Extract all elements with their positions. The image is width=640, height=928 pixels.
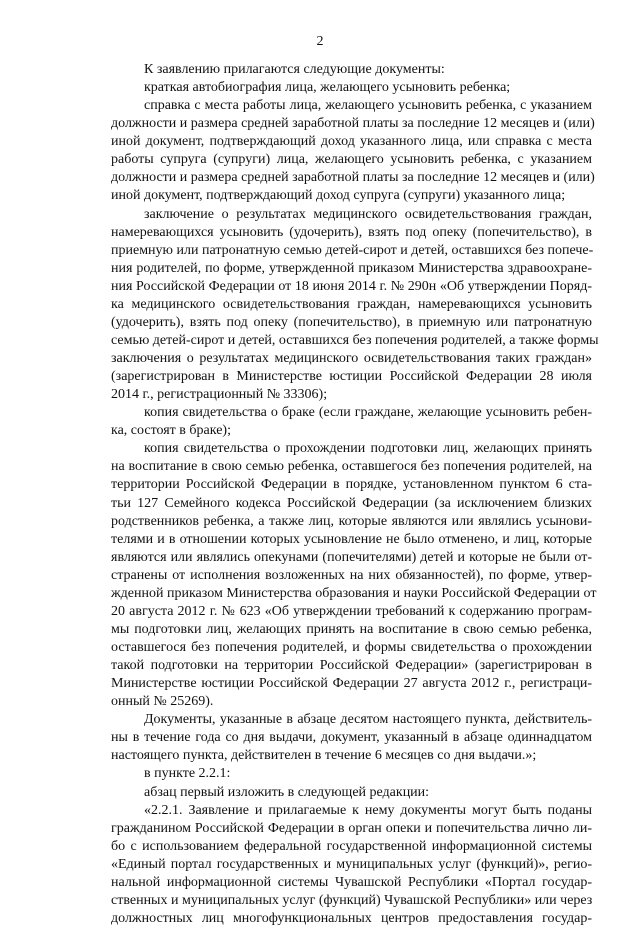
text-line: «Единый портал государственных и муниципальных услуг (функций)», регио- — [111, 856, 592, 872]
text-line: странены от исполнения возложенных на них обязанностей), по форме, утвер- — [111, 567, 592, 583]
text-line: ка, состоят в браке); — [111, 423, 231, 439]
text-line: 20 августа 2012 г. № 623 «Об утверждении требований к содержанию програм- — [111, 603, 592, 619]
text-line: должности и размера средней заработной платы за последние 12 месяцев и (или) — [111, 116, 595, 132]
text-line: родственников ребенка, а также лиц, которые являются или являлись усынови- — [111, 513, 592, 529]
page-number: 2 — [316, 34, 324, 49]
text-line: на воспитание в свою семью ребенка, оставшегося без попечения родителей, на — [111, 459, 592, 475]
text-line: ния Российской Федерации от 18 июня 2014 г. № 290н «Об утверждении Поряд- — [111, 278, 592, 294]
text-line: краткая автобиография лица, желающего усыновить ребенка; — [144, 80, 511, 96]
text-line: ния родителей, по форме, утвержденной приказом Министерства здравоохране- — [111, 260, 592, 276]
text-line: иной документ, подтверждающий доход указанного лица, или справка с места — [111, 134, 592, 150]
text-line: иной документ, подтверждающий доход супруга (супруги) указанного лица; — [111, 188, 566, 204]
text-line: Министерстве юстиции Российской Федерации 27 августа 2012 г., регистраци- — [111, 676, 592, 692]
text-line: абзац первый изложить в следующей редакции: — [144, 784, 430, 800]
text-line: такой подготовки на территории Российской Федерации» (зарегистрирован в — [111, 658, 592, 674]
text-line: тьи 127 Семейного кодекса Российской Федерации (за исключением близких — [111, 495, 592, 511]
text-line: территории Российской Федерации в порядке, установленном пунктом 6 ста- — [111, 477, 592, 493]
text-line: 2014 г., регистрационный № 33306); — [111, 387, 328, 403]
text-line: в пункте 2.2.1: — [144, 766, 231, 782]
text-line: (удочерить), взять под опеку (попечительство), в приемную или патронатную — [111, 314, 592, 330]
text-line: К заявлению прилагаются следующие документы: — [144, 62, 445, 77]
text-line: копия свидетельства о прохождении подготовки лиц, желающих принять — [144, 441, 592, 457]
text-line: жденной приказом Министерства образования и науки Российской Федерации от — [111, 585, 597, 601]
text-line: (зарегистрирован в Министерстве юстиции Российской Федерации 28 июля — [111, 369, 592, 385]
text-line: Документы, указанные в абзаце десятом настоящего пункта, действитель- — [144, 712, 592, 728]
text-line: «2.2.1. Заявление и прилагаемые к нему документы могут быть поданы — [144, 802, 592, 818]
text-line: являются или являлись опекунами (попечителями) детей и которые не были от- — [111, 549, 592, 565]
text-line: работы супруга (супруги) лица, желающего усыновить ребенка, с указанием — [111, 152, 592, 168]
text-line: гражданином Российской Федерации в орган опеки и попечительства лично ли- — [111, 820, 592, 836]
text-line: семью детей-сирот и детей, оставшихся без попечения родителей, а также формы — [111, 332, 599, 348]
text-line: мы подготовки лиц, желающих принять на воспитание в свою семью ребенка, — [111, 621, 592, 637]
text-line: бо с использованием федеральной государственной информационной системы — [111, 838, 592, 854]
text-line: намеревающихся усыновить (удочерить), взять под опеку (попечительство), в — [111, 224, 592, 240]
text-line: нальной информационной системы Чувашской Республики «Портал государ- — [111, 874, 592, 890]
text-line: справка с места работы лица, желающего усыновить ребенка, с указанием — [144, 98, 592, 114]
text-line: копия свидетельства о браке (если граждане, желающие усыновить ребен- — [144, 405, 592, 421]
text-line: настоящего пункта, действителен в течение 6 месяцев со дня выдачи.»; — [111, 748, 537, 764]
document-body — [111, 61, 599, 928]
text-line: должностных лиц многофункциональных центров предоставления государ- — [111, 910, 592, 926]
text-line: ственных и муниципальных услуг (функций) Чувашской Республики» или через — [111, 892, 593, 908]
text-line: ны в течение года со дня выдачи, документ, указанный в абзаце одиннадцатом — [111, 730, 592, 746]
text-line: заключение о результатах медицинского освидетельствования граждан, — [144, 206, 592, 222]
text-line: оставшегося без попечения родителей, и формы свидетельства о прохождении — [111, 640, 592, 655]
text-line: ка медицинского освидетельствования граждан, намеревающихся усыновить — [111, 296, 592, 312]
text-line: телями и в отношении которых усыновление не было отменено, и лиц, которые — [111, 531, 592, 547]
text-line: онный № 25269). — [111, 694, 214, 710]
text-line: заключения о результатах медицинского освидетельствования таких граждан» — [111, 351, 592, 366]
text-line: должности и размера средней заработной платы за последние 12 месяцев и (или) — [111, 170, 595, 186]
text-line: приемную или патронатную семью детей-сирот и детей, оставшихся без попече- — [111, 242, 594, 258]
